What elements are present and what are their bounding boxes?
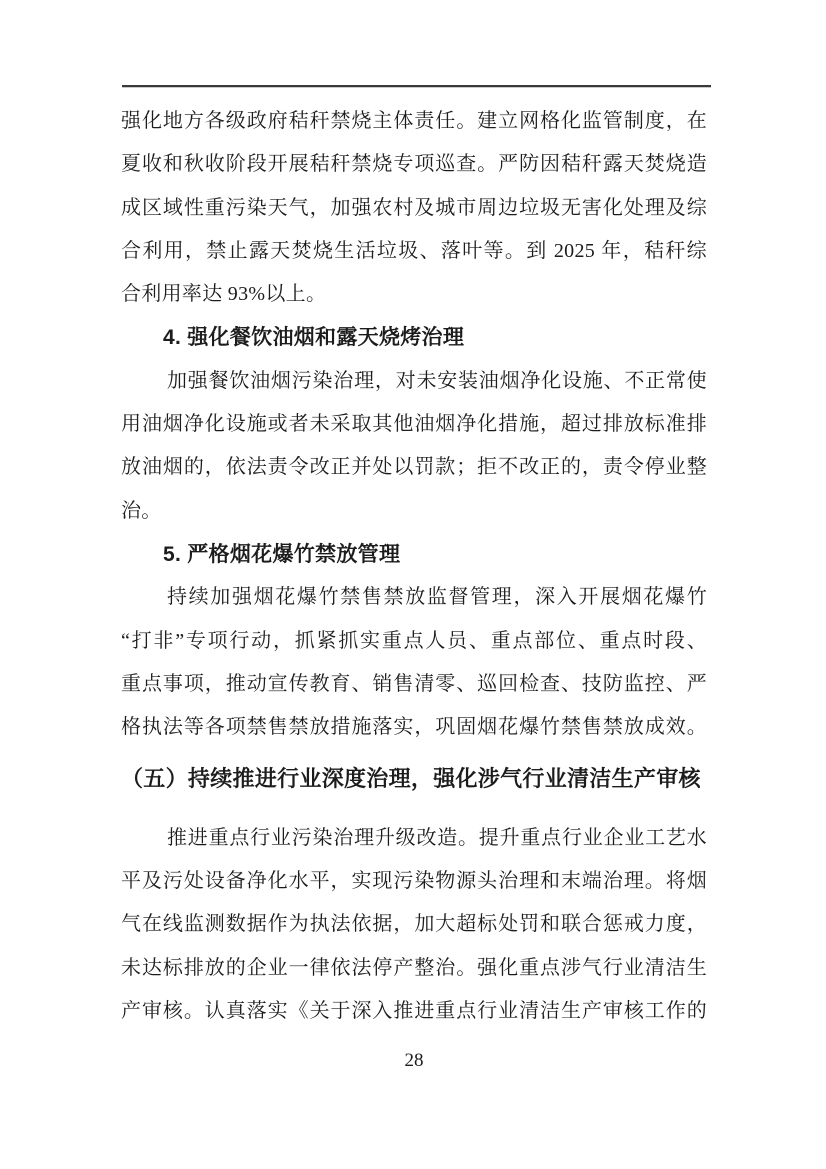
text-line: 夏收和秋收阶段开展秸秆禁烧专项巡查。严防因秸秆露天焚烧造 xyxy=(121,153,707,176)
text-line: 产审核。认真落实《关于深入推进重点行业清洁生产审核工作的 xyxy=(121,999,707,1022)
text-line: 放油烟的，依法责令改正并处以罚款；拒不改正的，责令停业整 xyxy=(121,456,707,479)
text-line: 强化地方各级政府秸秆禁烧主体责任。建立网格化监管制度，在 xyxy=(121,110,707,132)
text-line: 未达标排放的企业一律依法停产整治。强化重点涉气行业清洁生 xyxy=(121,956,707,979)
text-line: 用油烟净化设施或者未采取其他油烟净化措施，超过排放标准排 xyxy=(121,413,707,436)
heading-item-5: 5. 严格烟花爆竹禁放管理 xyxy=(163,542,401,566)
heading-item-4: 4. 强化餐饮油烟和露天烧烤治理 xyxy=(163,326,465,350)
page-number: 28 xyxy=(404,1050,424,1071)
text-line: 气在线监测数据作为执法依据，加大超标处罚和联合惩戒力度， xyxy=(121,913,707,936)
text-line: 平及污处设备净化水平，实现污染物源头治理和末端治理。将烟 xyxy=(121,870,707,893)
text-line: 加强餐饮油烟污染治理，对未安装油烟净化设施、不正常使 xyxy=(167,369,707,392)
text-line: 成区域性重污染天气，加强农村及城市周边垃圾无害化处理及综 xyxy=(121,196,707,219)
heading-section-five: （五）持续推进行业深度治理，强化涉气行业清洁生产审核 xyxy=(121,766,701,792)
text-line: 重点事项，推动宣传教育、销售清零、巡回检查、技防监控、严 xyxy=(121,672,707,695)
text-line: 合利用率达 93%以上。 xyxy=(121,283,327,306)
text-line: 治。 xyxy=(121,499,162,522)
document-body xyxy=(121,100,707,1033)
text-line: “打非”专项行动，抓紧抓实重点人员、重点部位、重点时段、 xyxy=(121,629,707,652)
text-line: 合利用，禁止露天焚烧生活垃圾、落叶等。到 2025 年，秸秆综 xyxy=(121,239,707,262)
text-line: 格执法等各项禁售禁放措施落实，巩固烟花爆竹禁售禁放成效。 xyxy=(121,716,707,739)
text-line: 推进重点行业污染治理升级改造。提升重点行业企业工艺水 xyxy=(167,826,707,849)
page-header-rule xyxy=(122,85,711,87)
text-line: 持续加强烟花爆竹禁售禁放监督管理，深入开展烟花爆竹 xyxy=(167,586,707,609)
